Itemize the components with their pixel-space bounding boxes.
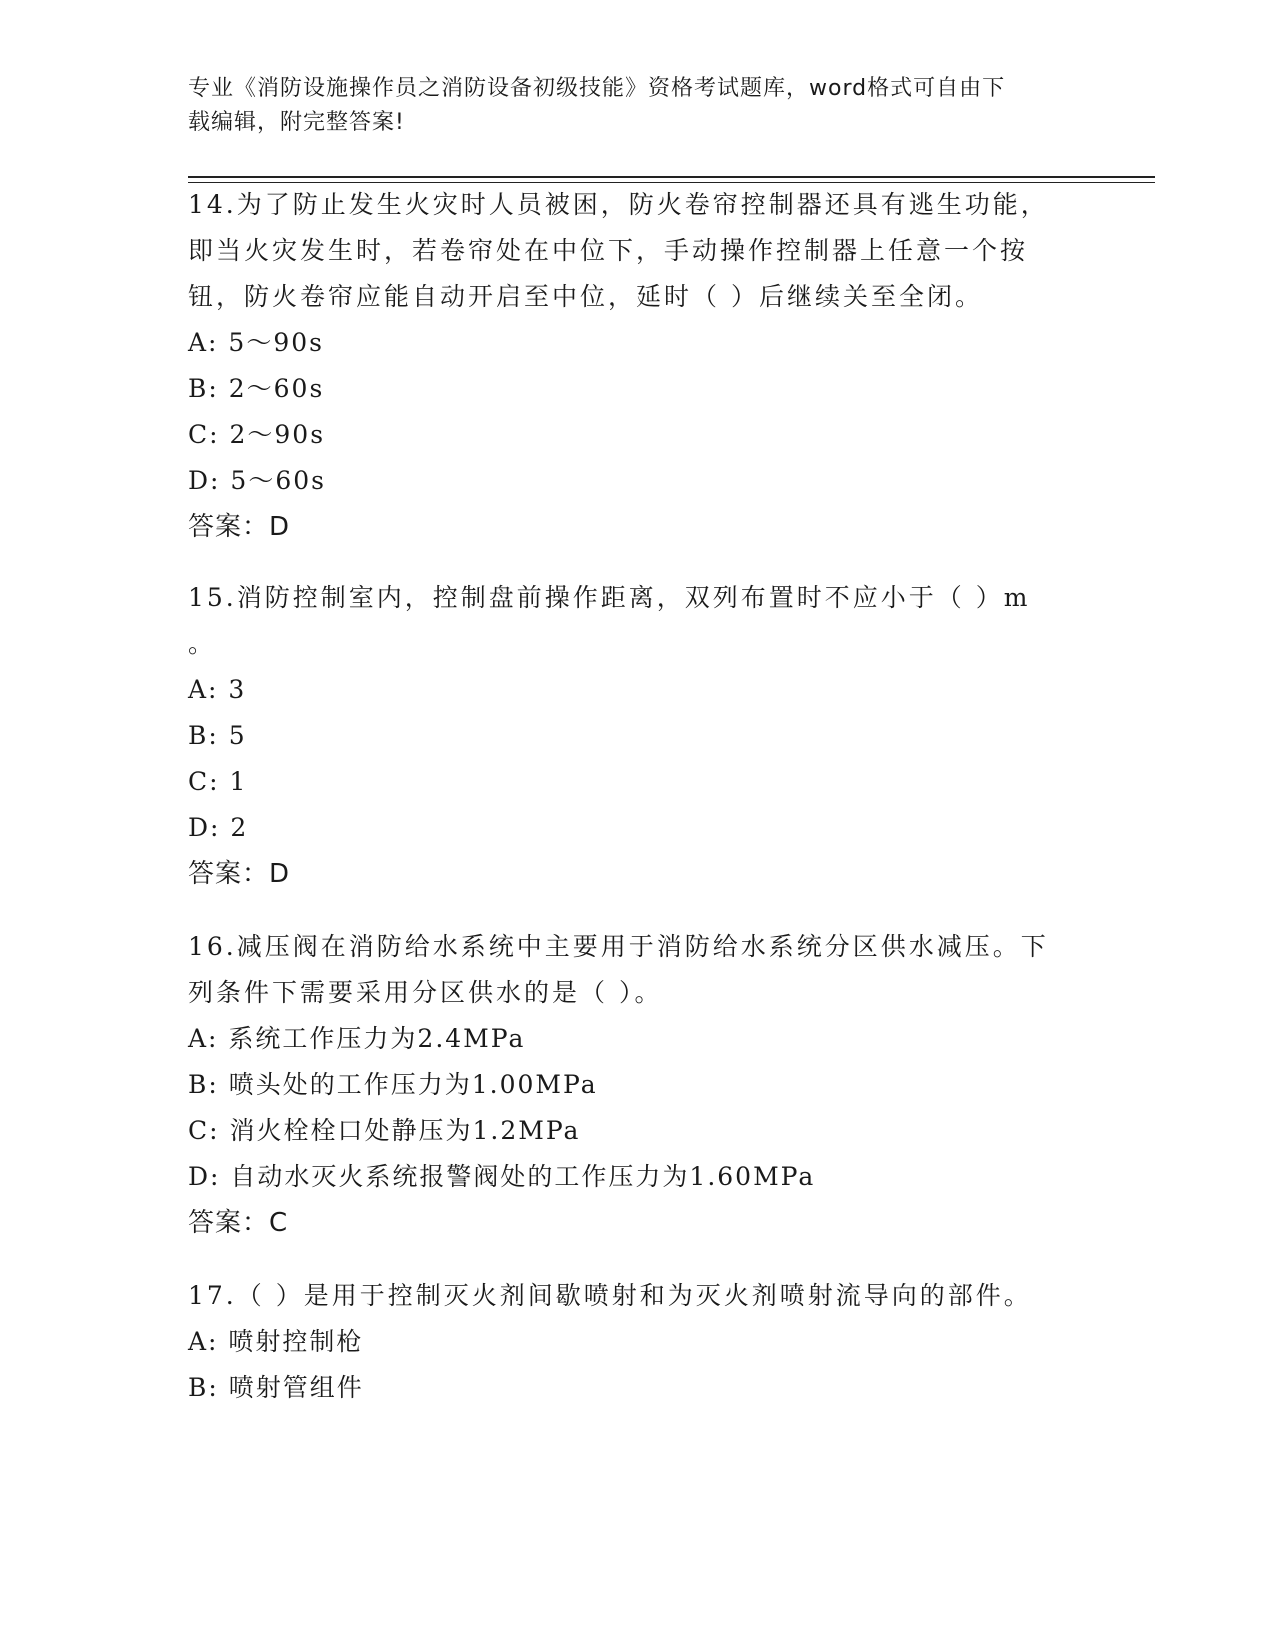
stem-line: 15.消防控制室内，控制盘前操作距离，双列布置时不应小于（ ）m (188, 583, 1031, 612)
option-c: C: 2～90s (188, 420, 326, 449)
document-header (188, 72, 1088, 140)
answer: 答案：C (188, 1208, 289, 1238)
answer: 答案：D (188, 512, 291, 542)
option-d: D: 5～60s (188, 466, 326, 495)
question-14 (188, 182, 1088, 550)
question-15 (188, 575, 1088, 897)
option-d: D: 自动水灭火系统报警阀处的工作压力为1.60MPa (188, 1162, 816, 1191)
question-stem (188, 575, 1088, 667)
option-a: A: 5～90s (188, 328, 324, 357)
stem-line: 16.减压阀在消防给水系统中主要用于消防给水系统分区供水减压。下 (188, 932, 1049, 961)
option-d: D: 2 (188, 813, 249, 842)
stem-line: 。 (188, 629, 217, 658)
answer: 答案：D (188, 859, 291, 889)
option-a: A: 喷射控制枪 (188, 1327, 364, 1356)
stem-line: 即当火灾发生时，若卷帘处在中位下，手动操作控制器上任意一个按 (188, 236, 1029, 265)
option-c: C: 消火栓栓口处静压为1.2MPa (188, 1116, 581, 1145)
option-a: A: 3 (188, 675, 247, 704)
option-c: C: 1 (188, 767, 248, 796)
stem-line: 列条件下需要采用分区供水的是（ ）。 (188, 978, 663, 1007)
question-stem (188, 182, 1088, 320)
option-b: B: 喷头处的工作压力为1.00MPa (188, 1070, 598, 1099)
header-rule-thick (188, 176, 1155, 178)
question-17 (188, 1273, 1088, 1411)
option-b: B: 5 (188, 721, 247, 750)
header-line-2: 载编辑，附完整答案! (188, 110, 405, 135)
question-stem (188, 1273, 1088, 1319)
stem-line: 17.（ ）是用于控制灭火剂间歇喷射和为灭火剂喷射流导向的部件。 (188, 1281, 1032, 1310)
stem-line: 钮，防火卷帘应能自动开启至中位，延时（ ）后继续关至全闭。 (188, 282, 983, 311)
option-a: A: 系统工作压力为2.4MPa (188, 1024, 526, 1053)
header-line-1: 专业《消防设施操作员之消防设备初级技能》资格考试题库，word格式可自由下 (188, 76, 1006, 101)
option-b: B: 喷射管组件 (188, 1373, 364, 1402)
question-stem (188, 924, 1088, 1016)
option-b: B: 2～60s (188, 374, 325, 403)
question-16 (188, 924, 1088, 1246)
stem-line: 14.为了防止发生火灾时人员被困，防火卷帘控制器还具有逃生功能， (188, 190, 1049, 219)
